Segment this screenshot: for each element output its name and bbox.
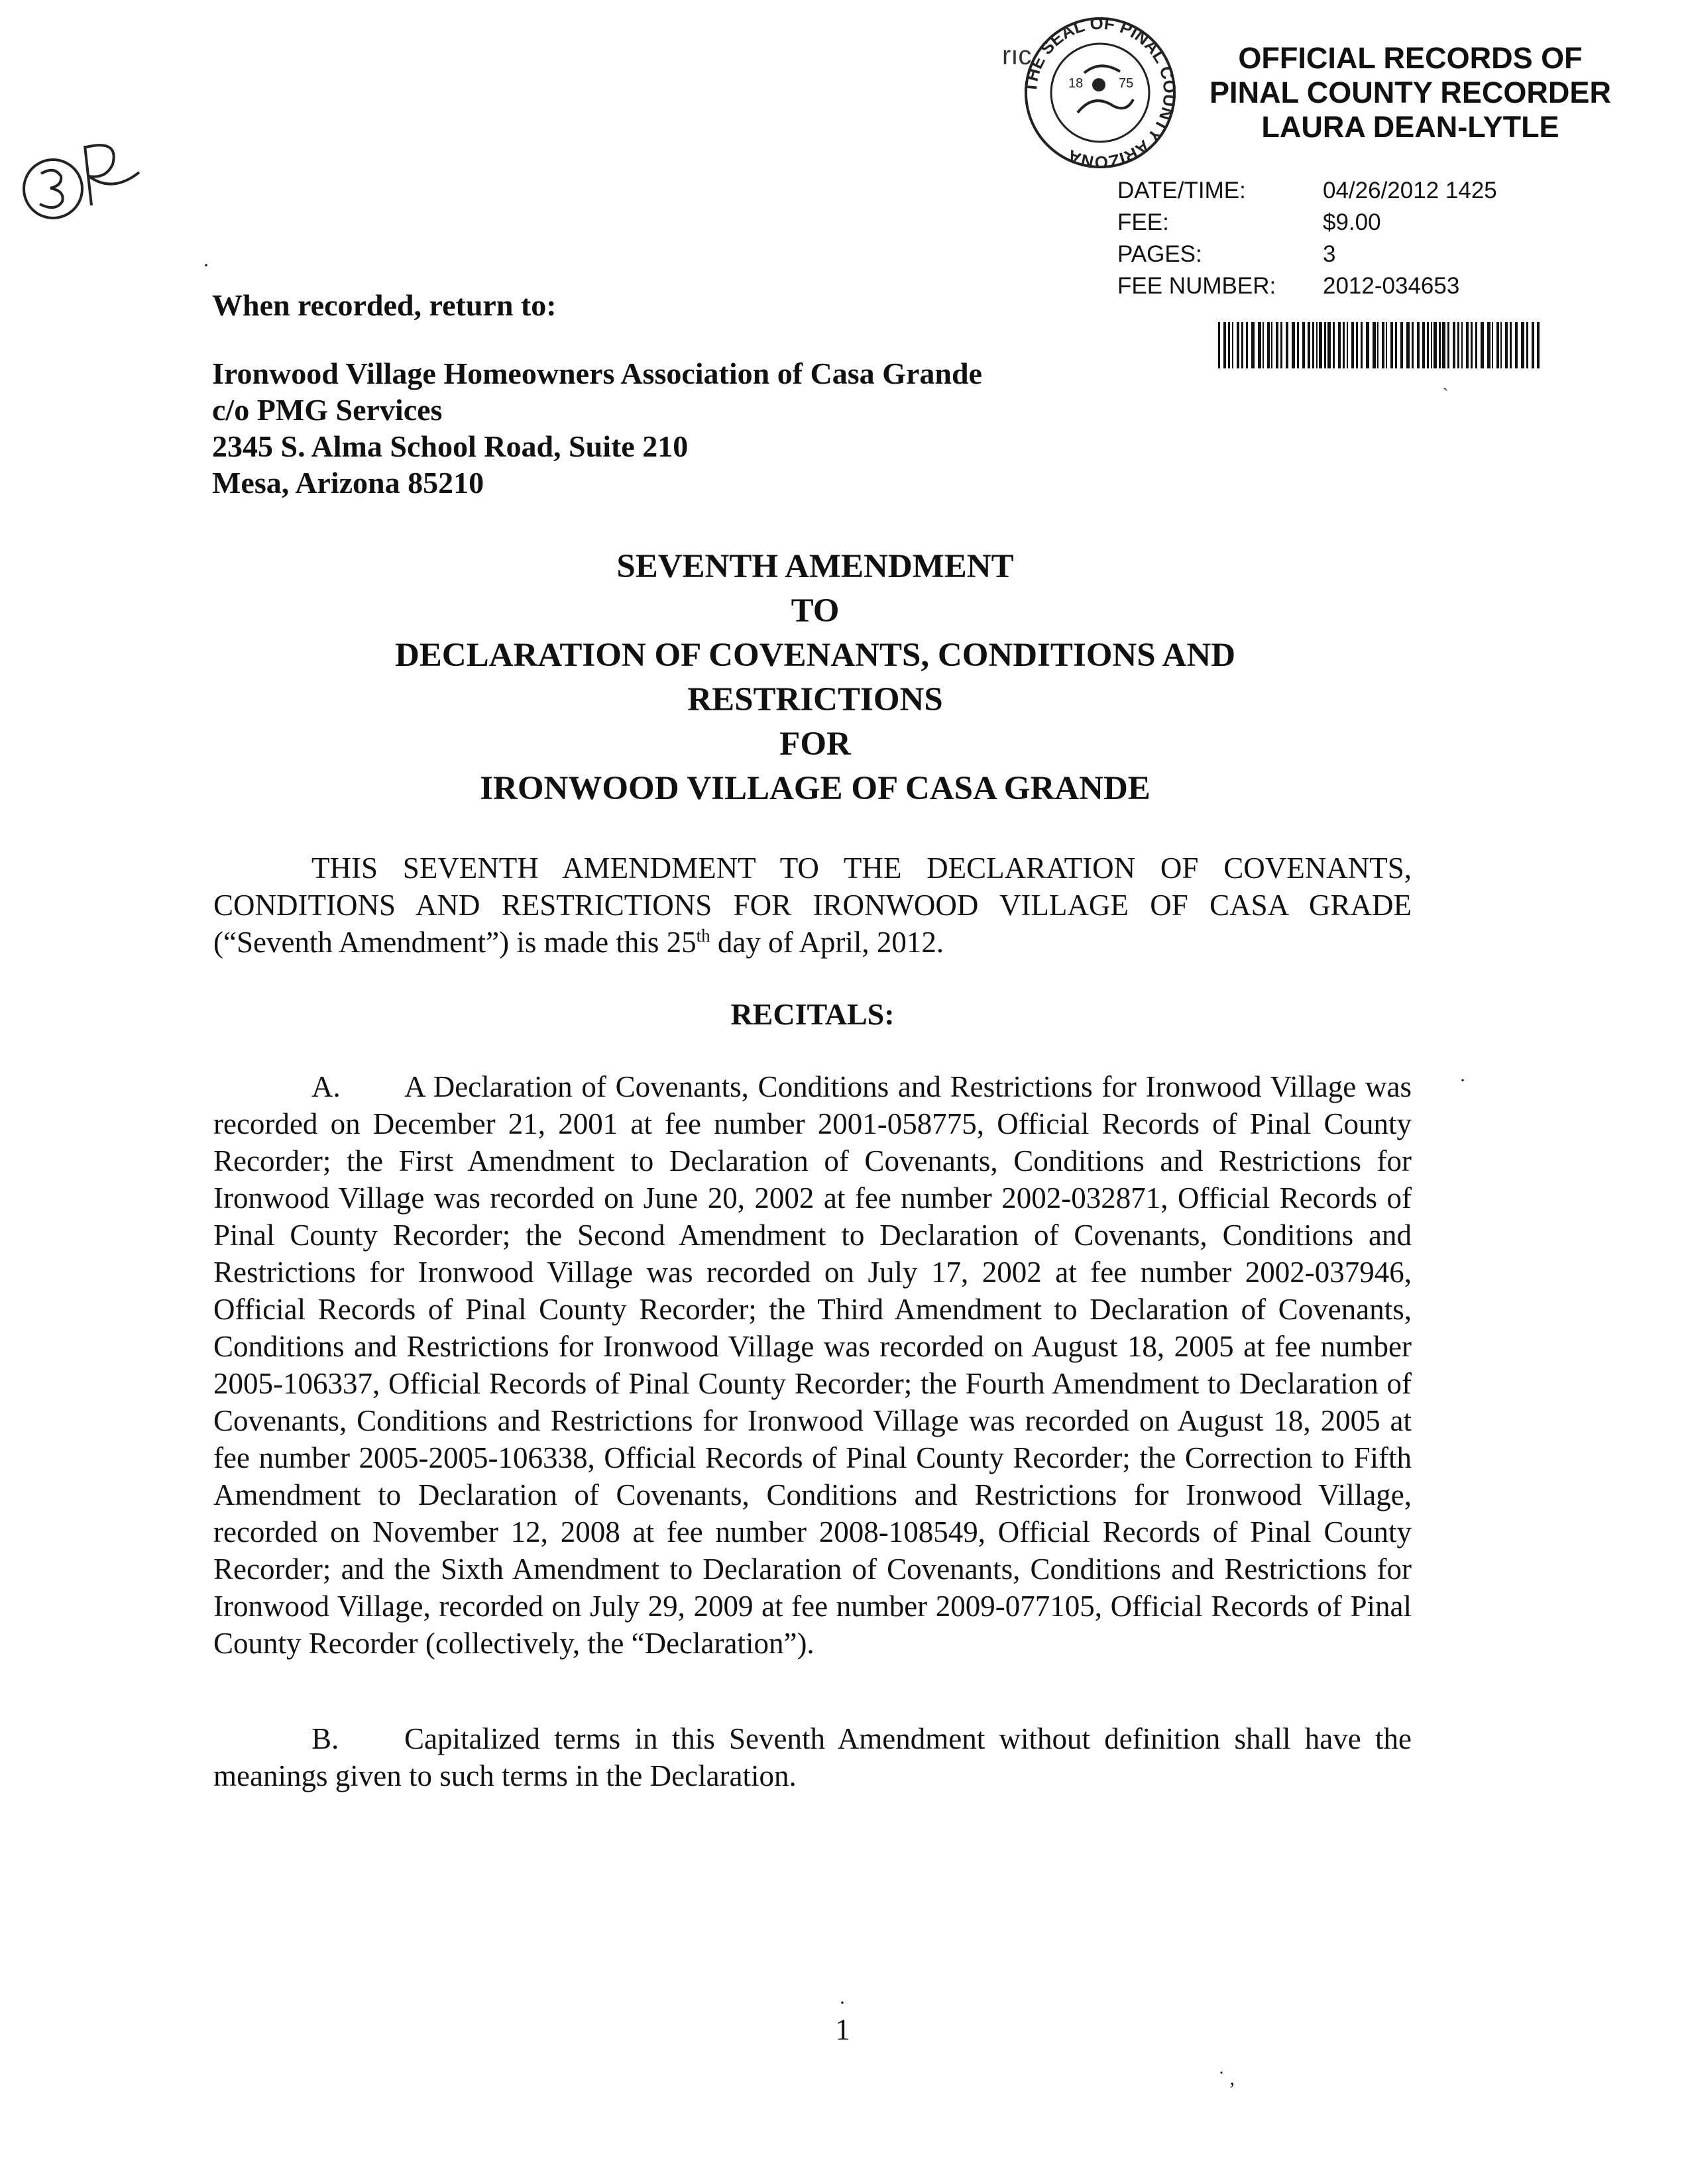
barcode-bar: [1447, 322, 1449, 368]
barcode-bar: [1297, 322, 1299, 368]
barcode-bar: [1373, 322, 1376, 368]
seal-year-left: 18: [1068, 76, 1084, 91]
recording-info: [1117, 175, 1497, 302]
barcode-bar: [1232, 322, 1233, 368]
record-row-fee: [1117, 207, 1497, 239]
barcode-bar: [1439, 322, 1441, 368]
barcode-bar: [1386, 322, 1387, 368]
barcode-bar: [1228, 322, 1230, 368]
barcode-bar: [1338, 322, 1341, 368]
stray-mark: ˙ ,: [1218, 2067, 1235, 2089]
barcode-bar: [1400, 322, 1403, 368]
record-label: FEE:: [1117, 209, 1169, 235]
barcode-bar: [1333, 322, 1335, 368]
barcode-bar: [1475, 322, 1477, 368]
record-label: DATE/TIME:: [1117, 178, 1246, 203]
barcode-bar: [1347, 322, 1348, 368]
county-seal-icon: [1021, 13, 1180, 172]
barcode-bar: [1515, 322, 1518, 368]
stray-mark: ·: [203, 254, 209, 276]
barcode-bar: [1251, 322, 1255, 368]
recorder-header: [1198, 41, 1622, 144]
barcode-bar: [1422, 322, 1425, 368]
barcode-bar: [1496, 322, 1499, 368]
barcode-bar: [1271, 322, 1272, 368]
barcode-bar: [1258, 322, 1261, 368]
barcode-bar: [1492, 322, 1493, 368]
recorder-header-line3: LAURA DEAN-LYTLE: [1261, 110, 1559, 144]
barcode-bar: [1471, 322, 1473, 368]
intro-paragraph: [213, 849, 1412, 961]
return-address-line: 2345 S. Alma School Road, Suite 210: [212, 429, 689, 463]
barcode-bar: [1351, 322, 1354, 368]
barcode-bar: [1263, 322, 1264, 368]
title-line: SEVENTH AMENDMENT: [616, 548, 1014, 585]
barcode-bar: [1316, 322, 1318, 368]
return-address-line: Ironwood Village Homeowners Association of Casa Grande: [212, 356, 982, 390]
barcode-bar: [1481, 322, 1484, 368]
title-line: IRONWOOD VILLAGE OF CASA GRANDE: [480, 770, 1151, 807]
recorder-header-line2: PINAL COUNTY RECORDER: [1209, 76, 1611, 109]
barcode-bar: [1302, 322, 1305, 368]
barcode-bar: [1223, 322, 1226, 368]
barcode-bar: [1327, 322, 1331, 368]
handwritten-mark-icon: [13, 133, 146, 232]
record-row-pages: [1117, 239, 1497, 270]
barcode-bar: [1521, 322, 1524, 368]
title-line: FOR: [779, 726, 851, 763]
barcode-bar: [1395, 322, 1397, 368]
barcode-bar: [1487, 322, 1490, 368]
barcode-bar: [1433, 322, 1437, 368]
record-row-datetime: [1117, 175, 1497, 207]
title-line: DECLARATION OF COVENANTS, CONDITIONS AND: [394, 637, 1236, 674]
barcode-bar: [1453, 322, 1455, 368]
barcode-bar: [1308, 322, 1310, 368]
barcode-bar: [1237, 322, 1239, 368]
barcode-bar: [1319, 322, 1322, 368]
stray-mark: ·: [839, 1992, 846, 2014]
recital-letter: A.: [311, 1070, 341, 1103]
recital-b: [213, 1720, 1412, 1794]
barcode-bar: [1466, 322, 1469, 368]
recital-a: [213, 1068, 1412, 1662]
barcode-bar: [1267, 322, 1270, 368]
barcode-bar: [1361, 322, 1363, 368]
barcode-bar: [1324, 322, 1326, 368]
barcode-bar: [1532, 322, 1534, 368]
barcode-bar: [1280, 322, 1282, 368]
barcode-bar: [1246, 322, 1248, 368]
barcode-bar: [1431, 322, 1432, 368]
page-number: 1: [835, 2012, 850, 2046]
barcode-bar: [1241, 322, 1243, 368]
barcode-bar: [1406, 322, 1410, 368]
barcode-bar: [1417, 322, 1420, 368]
recorder-header-line1: OFFICIAL RECORDS OF: [1238, 41, 1583, 75]
return-address-line: Mesa, Arizona 85210: [212, 466, 484, 500]
recital-letter: B.: [311, 1722, 339, 1755]
title-line: RESTRICTIONS: [687, 681, 943, 718]
barcode-bar: [1292, 322, 1295, 368]
record-label: PAGES:: [1117, 241, 1202, 267]
recital-text: Capitalized terms in this Seventh Amendment without definition shall have the meanings given to such terms in the Declaration.: [213, 1722, 1412, 1792]
barcode-bar: [1276, 322, 1278, 368]
barcode-bar: [1461, 322, 1463, 368]
intro-text: THIS SEVENTH AMENDMENT TO THE DECLARATION OF COVENANTS, CONDITIONS AND RESTRICTIONS FOR IRONWOOD VILLAGE OF CASA GRADE (“Seventh Amendment”) is made this 25: [213, 851, 1412, 959]
seal-ring-text: THE SEAL OF PINAL COUNTY ARIZONA: [1021, 13, 1180, 172]
record-value: 3: [1323, 241, 1336, 267]
barcode-bar: [1286, 322, 1288, 368]
barcode-bar: [1390, 322, 1393, 368]
recital-text: A Declaration of Covenants, Conditions and Restrictions for Ironwood Village was recorded on December 21, 2001 at fee number 2001-058775, Official Records of Pinal County Recorder; the First Amendment to Declaration of Covenants, Conditions and Restrictions for Ironwood Village was recorded on June 20, 2002 at fee number 2002-032871, Official Records of Pinal County Recorder; the Second Amendment to Declaration of Covenants, Conditions and Restrictions for Ironwood Village was recorded on July 17, 2002 at fee number 2002-037946, Official Records of Pinal County Recorder; the Third Amendment to Declaration of Covenants, Conditions and Restrictions for Ironwood Village was recorded on August 18, 2005 at fee number 2005-106337, Official Records of Pinal County Recorder; the Fourth Amendment to Declaration of Covenants, Conditions and Restrictions for Ironwood Village was recorded on August 18, 2005 at fee number 2005-2005-106338, Official Records of Pinal County Recorder; the Correction to Fifth Amendment to Declaration of Covenants, Conditions and Restrictions for Ironwood Village, recorded on November 12, 2008 at fee number 2008-108549, Official Records of Pinal County Recorder; and the Sixth Amendment to Declaration of Covenants, Conditions and Restrictions for Ironwood Village, recorded on July 29, 2009 at fee number 2009-077105, Official Records of Pinal County Recorder (collectively, the “Declaration”).: [213, 1070, 1412, 1660]
barcode-bar: [1442, 322, 1445, 368]
barcode-bar: [1537, 322, 1540, 368]
barcode-bar: [1218, 322, 1220, 368]
barcode-bar: [1382, 322, 1384, 368]
barcode-icon: [1218, 322, 1543, 368]
record-value: 04/26/2012 1425: [1323, 178, 1497, 203]
record-value: $9.00: [1323, 209, 1381, 235]
record-value: 2012-034653: [1323, 273, 1460, 299]
barcode-bar: [1510, 322, 1512, 368]
svg-text:THE SEAL OF PINAL COUNTY ARIZO: [1021, 13, 1180, 172]
barcode-bar: [1312, 322, 1314, 368]
seal-partial-text: rıc: [1002, 41, 1032, 70]
stray-mark: `: [1442, 384, 1449, 406]
barcode-bar: [1412, 322, 1414, 368]
return-address: [212, 355, 982, 501]
return-address-line: c/o PMG Services: [212, 393, 443, 427]
barcode-bar: [1356, 322, 1358, 368]
record-label: FEE NUMBER:: [1117, 273, 1276, 299]
stray-mark: ·: [1459, 1069, 1466, 1091]
title-line: TO: [791, 592, 840, 629]
document-title: [212, 545, 1418, 811]
return-to-label: When recorded, return to:: [212, 288, 557, 322]
intro-text-end: day of April, 2012.: [710, 926, 944, 959]
barcode-bar: [1343, 322, 1345, 368]
seal-year-right: 75: [1119, 76, 1134, 91]
barcode-bar: [1427, 322, 1429, 368]
barcode-bar: [1457, 322, 1459, 368]
record-row-fee-number: [1117, 270, 1497, 302]
barcode-bar: [1366, 322, 1369, 368]
barcode-bar: [1500, 322, 1502, 368]
intro-superscript: th: [696, 926, 710, 946]
barcode-bar: [1505, 322, 1508, 368]
recitals-heading: RECITALS:: [730, 997, 895, 1031]
barcode-bar: [1526, 322, 1528, 368]
barcode-bar: [1377, 322, 1378, 368]
